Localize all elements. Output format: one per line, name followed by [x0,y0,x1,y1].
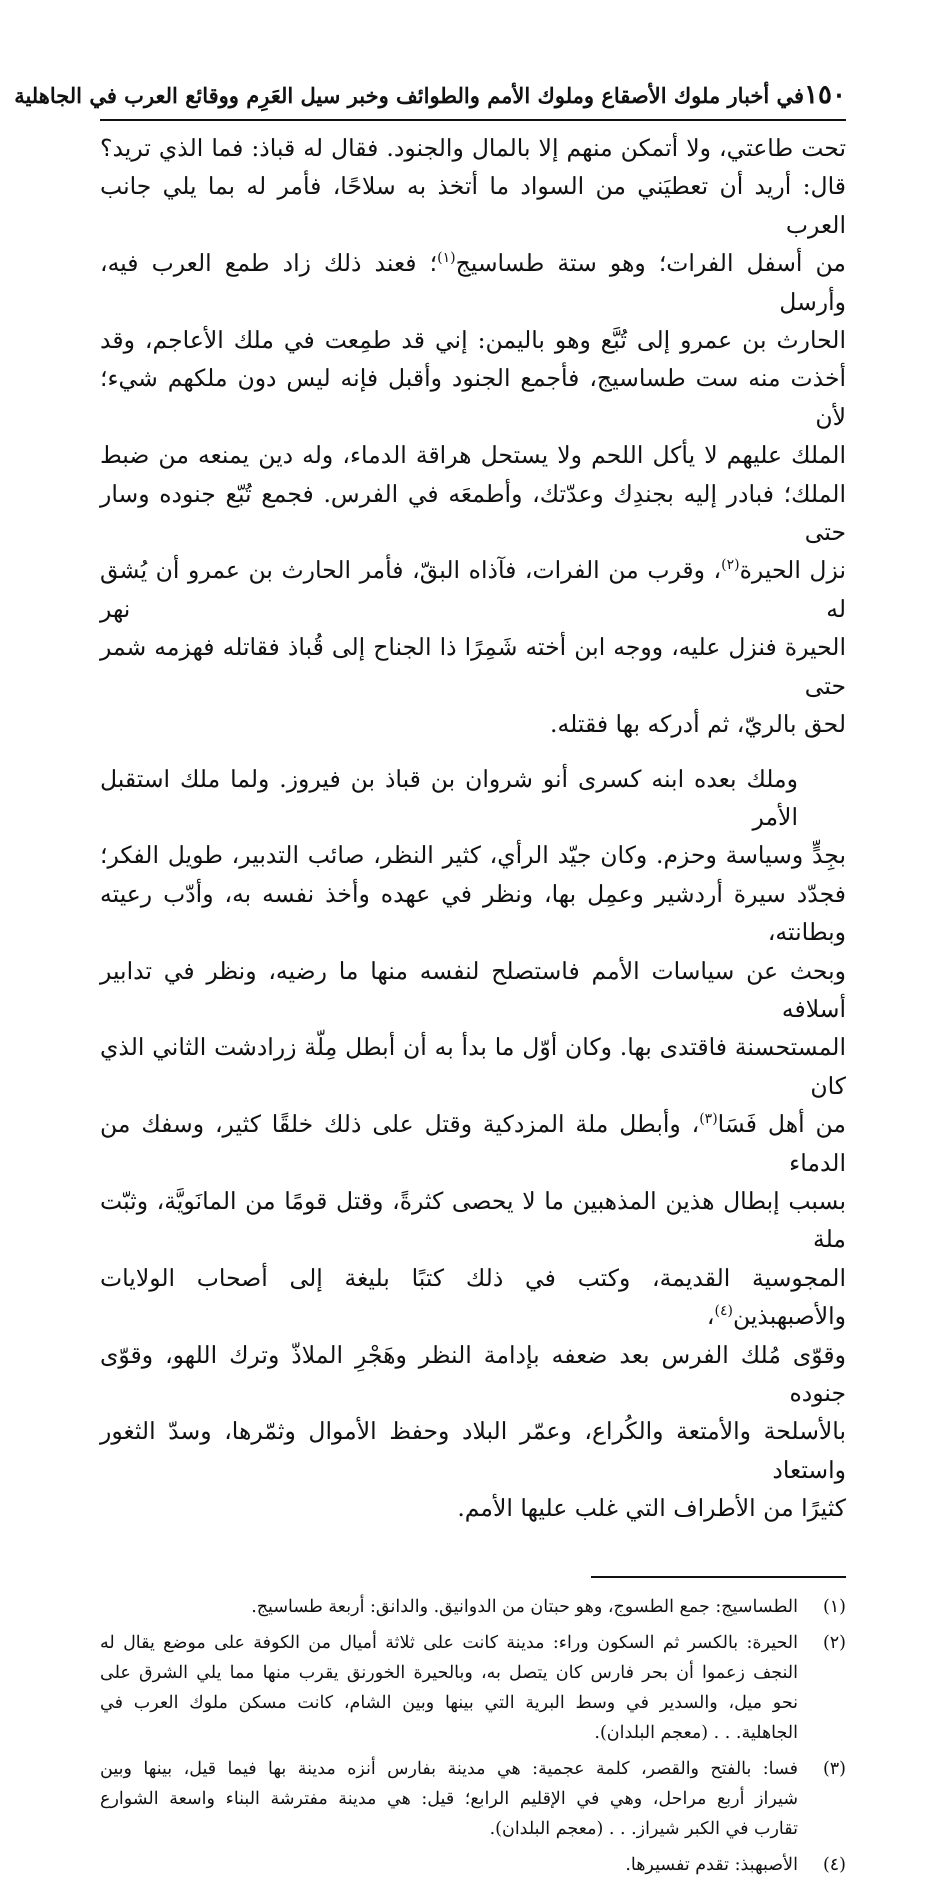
footnote-line: تقارب في الكبر شيراز. . . (معجم البلدان). [489,1818,798,1839]
text-line: بجِدٍّ وسياسة وحزم. وكان جيّد الرأي، كثير النظر، صائب التدبير، طويل الفكر؛ [100,841,846,870]
text-line: تحت طاعتي، ولا أتمكن منهم إلا بالمال والجنود. فقال له قباذ: فما الذي تريد؟ [100,134,846,162]
footnote-line: الحيرة: بالكسر ثم السكون وراء: مدينة كانت على ثلاثة أميال من الكوفة على موضع يقال له [100,1632,798,1653]
text-line: بسبب إبطال هذين المذهبين ما لا يحصى كثرةً، وقتل قومًا من المانَويَّة، وثبّت ملة [100,1186,846,1254]
text-line: المجوسية القديمة، وكتب في ذلك كتبًا بليغة إلى أصحاب الولايات والأصبهبذين$^{(٤)}$، [100,1263,846,1331]
footnote-separator [591,1576,846,1578]
footnote-line: فسا: بالفتح والقصر، كلمة عجمية: هي مدينة بفارس أنزه مدينة بها فيما قيل، بينها وبين [100,1758,798,1779]
footnote-number: (٣) [822,1758,846,1779]
text-line: كثيرًا من الأطراف التي غلب عليها الأمم. [457,1494,846,1523]
footnote-line: شيراز أربع مراحل، وهي في الإقليم الرابع؛ قيل: هي مدينة مفترشة البناء واسعة الشوارع [100,1788,798,1809]
footnote-ref-1[interactable]: (١) [437,250,456,267]
footnote-2 [100,1628,846,1748]
footnotes [100,1592,846,1880]
footnote-ref-3[interactable]: (٣) [699,1111,718,1128]
footnote-3 [100,1754,846,1844]
footnote-line: النجف زعموا أن بحر فارس كان يتصل به، وبالحيرة الخورنق يقرب منها مما يلي الشرق على [100,1662,798,1683]
footnote-4 [100,1850,846,1880]
text-line: لحق بالريّ، ثم أدركه بها فقتله. [550,710,846,739]
text-line: من أهل فَسَا$^{(٣)}$، وأبطل ملة المزدكية وقتل على ذلك خلقًا كثير، وسفك من الدماء [100,1110,846,1177]
text-line: المستحسنة فاقتدى بها. وكان أوّل ما بدأ به أن أبطل مِلّة زرادشت الثاني الذي كان [100,1033,846,1100]
footnote-1 [100,1592,846,1622]
footnote-number: (٤) [822,1854,846,1875]
footnote-ref-2[interactable]: (٢) [721,557,740,574]
body-paragraph-1 [100,129,846,744]
text-line: فجدّد سيرة أردشير وعمِل بها، ونظر في عهده وأخذ نفسه به، وأدّب رعيته وبطانته، [100,879,846,947]
footnote-ref-4[interactable]: (٤) [714,1303,733,1320]
footnote-line: الجاهلية. . . (معجم البلدان). [594,1722,798,1743]
text-line: الحيرة فنزل عليه، ووجه ابن أخته شَمِرًا ذا الجناح إلى قُباذ فقاتله فهزمه شمر حتى [100,633,846,700]
footnote-number: (٢) [822,1632,846,1653]
page-number: ١٥٠ [804,80,846,110]
text-line: قال: أريد أن تعطيَني من السواد ما أتخذ به سلاحًا، فأمر له بما يلي جانب العرب [100,172,846,239]
footnote-number: (١) [822,1596,846,1617]
footnote-line: نحو ميل، والسدير في وسط البرية التي بينها وبين الشام، كانت مسكن ملوك العرب في [100,1692,798,1713]
text-line: وملك بعده ابنه كسرى أنو شروان بن قباذ بن فيروز. ولما ملك استقبل الأمر [100,764,798,831]
text-line: من أسفل الفرات؛ وهو ستة طساسيج$^{(١)}$؛ فعند ذلك زاد طمع العرب فيه، وأرسل [100,249,847,316]
text-line: وبحث عن سياسات الأمم فاستصلح لنفسه منها ما رضيه، ونظر في تدابير أسلافه [100,956,846,1023]
text-line: الحارث بن عمرو إلى تُبَّع وهو باليمن: إني قد طمِعت في ملك الأعاجم، وقد [100,326,846,355]
text-line: نزل الحيرة$^{(٢)}$، وقرب من الفرات، فآذاه البقّ، فأمر الحارث بن عمرو أن يُشق له نهر [100,556,847,623]
footnote-line: الطساسيج: جمع الطسوج، وهو حبتان من الدوانيق. والدانق: أربعة طساسيج. [251,1596,798,1617]
running-header [14,78,846,121]
text-line: وقوّى مُلك الفرس بعد ضعفه بإدامة النظر وهَجْرِ الملاذّ وترك اللهو، وقوّى جنوده [100,1340,846,1407]
text-line: الملك عليهم لا يأكل اللحم ولا يستحل هراقة الدماء، وله دين يمنعه من ضبط [100,441,846,470]
book-page [14,78,847,1886]
body-paragraph-2 [100,760,846,1528]
text-line: الملك؛ فبادر إليه بجندِك وعدّتك، وأطمعَه في الفرس. فجمع تُبّع جنوده وسار حتى [100,479,846,547]
text-line: بالأسلحة والأمتعة والكُراع، وعمّر البلاد وحفظ الأموال وثمّرها، وسدّ الثغور واستعاد [100,1417,846,1484]
footnote-line: الأصبهبذ: تقدم تفسيرها. [625,1854,798,1875]
text-line: أخذت منه ست طساسيج، فأجمع الجنود وأقبل فإنه ليس دون ملكهم شيء؛ لأن [100,364,846,431]
running-title: في أخبار ملوك الأصقاع وملوك الأمم والطوائف وخبر سيل العَرِم ووقائع العرب في الجاهلية [14,83,805,108]
